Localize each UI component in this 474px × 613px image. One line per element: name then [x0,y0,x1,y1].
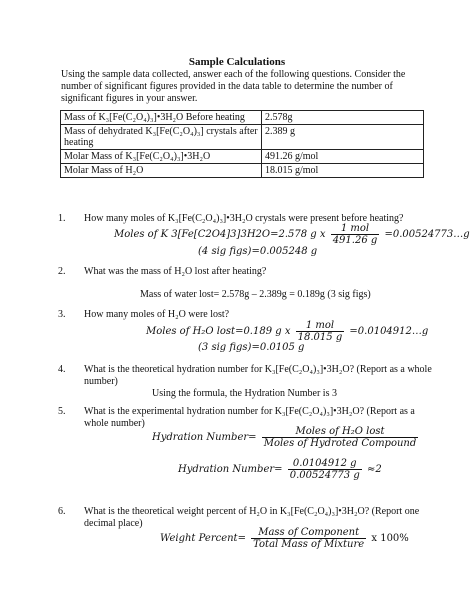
q3-equation [146,320,428,343]
fraction-numerator: Mass of Component [251,527,366,539]
equation-left: Hydration Number= [178,464,283,475]
fraction-numerator: 1 mol [331,223,380,235]
table-cell: 2.578g [262,111,424,125]
q4-answer: Using the formula, the Hydration Number is 3 [152,388,337,399]
q1-answer: (4 sig figs)=0.005248 g [198,246,318,257]
table-cell: Mass of K₃[Fe(C₂O₄)₃]•3H₂O Before heating [61,111,262,125]
table-cell: Molar Mass of H₂O [61,164,262,178]
question-text: How many moles of K₃[Fe(C₂O₄)₃]•3H₂O crystals were present before heating? [84,213,404,224]
question-text: What was the mass of H₂O lost after heating? [84,266,267,277]
question-number: 4. [58,364,66,375]
q1-equation [114,223,470,246]
question-text: What is the theoretical weight percent of H₂O in K₃[Fe(C₂O₄)₃]•3H₂O? (Report one decimal place) [84,506,420,529]
equation-right: ≈2 [366,464,382,475]
page-title: Sample Calculations [188,56,286,68]
fraction [262,426,419,449]
question-text: What is the theoretical hydration number for K₃[Fe(C₂O₄)₃]•3H₂O? (Report as a whole number) [84,364,432,387]
equation-right: =0.00524773…g [384,229,470,240]
fraction-numerator: Moles of H₂O lost [262,426,419,438]
equation-left: Hydration Number= [152,432,257,443]
table-cell: 18.015 g/mol [262,164,424,178]
fraction [288,458,362,481]
fraction-denominator: 491.26 g [332,235,378,246]
fraction [331,223,380,246]
fraction [296,320,345,343]
table-cell: Molar Mass of K₃[Fe(C₂O₄)₃]•3H₂O [61,150,262,164]
fraction-denominator: Moles of Hydroted Compound [263,438,417,449]
question-number: 6. [58,506,66,517]
question-number: 2. [58,266,66,277]
intro-paragraph: Using the sample data collected, answer each of the following questions. Consider the number of significant figures provided in the data table to determine the number of significant figures in your answer. [61,69,406,104]
equation-left: Weight Percent= [160,533,246,544]
table-row [61,125,424,150]
fraction [251,527,366,550]
equation-left: Moles of H₂O lost=0.189 g x [146,326,291,337]
fraction-numerator: 0.0104912 g [288,458,362,470]
table-cell: 2.389 g [262,125,424,150]
question-text: What is the experimental hydration number for K₃[Fe(C₂O₄)₃]•3H₂O? (Report as a whole number) [84,406,415,429]
question-number: 5. [58,406,66,417]
table-row [61,164,424,178]
equation-right: =0.0104912…g [349,326,429,337]
equation-left: Moles of K 3[Fe[C2O4]3]3H2O=2.578 g x [114,229,326,240]
fraction-numerator: 1 mol [296,320,345,332]
table-cell: 491.26 g/mol [262,150,424,164]
fraction-denominator: 0.00524773 g [289,470,360,481]
fraction-denominator: Total Mass of Mixture [253,539,365,550]
sample-data-table [60,110,424,178]
table-row [61,150,424,164]
equation-right: x 100% [371,533,409,544]
question-text: How many moles of H₂O were lost? [84,309,230,320]
q6-equation [160,527,409,550]
q5-equation-values [178,458,382,481]
question-number: 1. [58,213,66,224]
fraction-denominator: 18.015 g [297,332,343,343]
q2-answer: Mass of water lost= 2.578g – 2.389g = 0.189g (3 sig figs) [140,289,371,300]
q3-answer: (3 sig figs)=0.0105 g [198,342,305,353]
question-number: 3. [58,309,66,320]
table-row [61,111,424,125]
q5-equation-formula [152,426,420,449]
table-cell: Mass of dehydrated K₃[Fe(C₂O₄)₃] crystals after heating [61,125,262,150]
